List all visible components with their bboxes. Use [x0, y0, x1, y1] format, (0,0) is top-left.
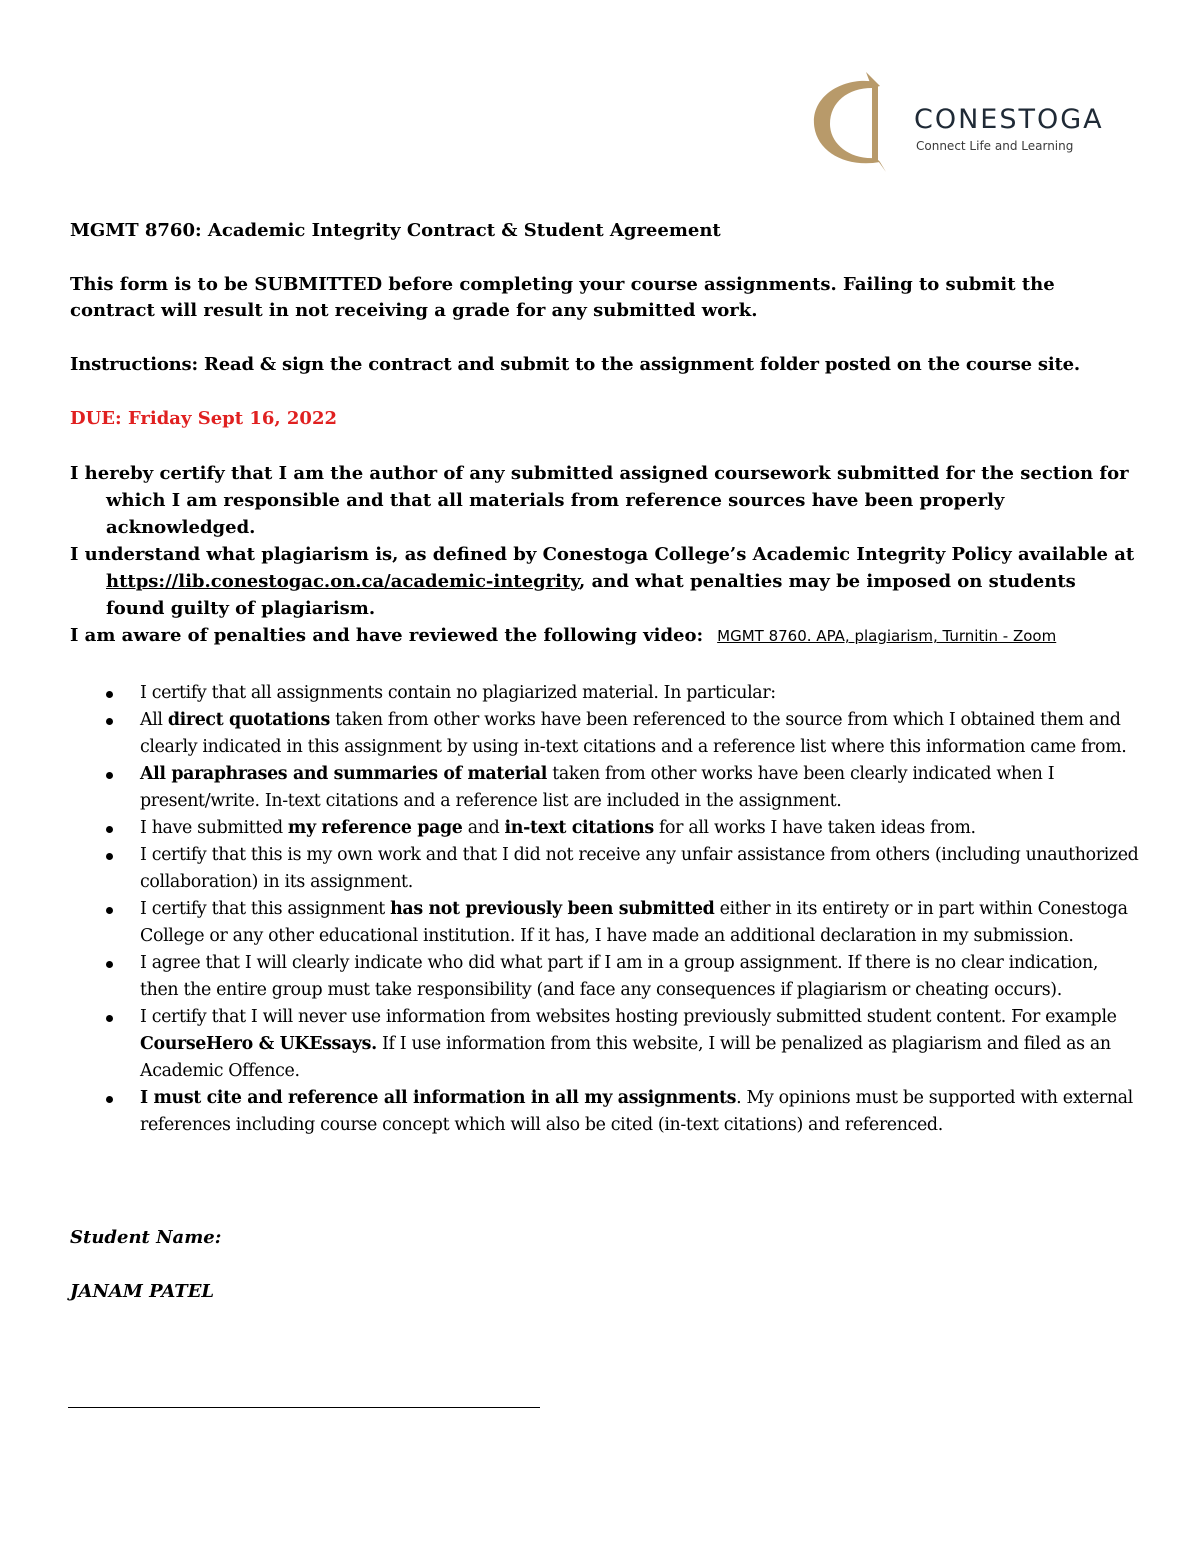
due-date: DUE: Friday Sept 16, 2022 [70, 408, 337, 429]
bullet-icon [106, 718, 113, 725]
bullet-text: If I use information from this website, I will be penalized as plagiarism and filed as an Academic Offence. [140, 1034, 1111, 1081]
list-item [70, 842, 1140, 896]
conestoga-c-mark-icon [806, 72, 896, 172]
bullet-icon [106, 907, 113, 914]
list-item [70, 1085, 1140, 1139]
certification-author: I hereby certify that I am the author of any submitted assigned coursework submitted for the section for which I am responsible and that all materials from reference sources have been properly acknowledged. [70, 463, 1129, 538]
bullet-bold-text: in-text citations [504, 818, 654, 838]
bullet-text: for all works I have taken ideas from. [653, 818, 976, 838]
bullet-text: I have submitted [140, 818, 288, 838]
bullet-text: I agree that I will clearly indicate who did what part if I am in a group assignment. If there is no clear indication, then the entire group must take responsibility (and face any consequences if plagiarism or cheating occurs). [140, 953, 1099, 1000]
bullet-text: taken from other works have been clearly indicated when I present/write. In-text citations and a reference list are included in the assignment. [140, 764, 1055, 811]
bullet-text: All [140, 710, 168, 730]
bullet-icon [106, 1096, 113, 1103]
certification-list [70, 680, 1140, 1139]
academic-integrity-link[interactable]: https://lib.conestogac.on.ca/academic-integrity [106, 571, 580, 592]
bullet-icon [106, 691, 113, 698]
list-item [70, 761, 1140, 815]
logo-tagline: Connect Life and Learning [916, 139, 1074, 153]
bullet-bold-text: my reference page [287, 818, 463, 838]
bullet-text: I certify that this is my own work and that I did not receive any unfair assistance from others (including unauthorized collaboration) in its assignment. [140, 845, 1139, 892]
bullet-icon [106, 826, 113, 833]
list-item [70, 950, 1140, 1004]
bullet-bold-text: I must cite and reference all information in all my assignments [140, 1088, 737, 1108]
cert2-text-after: , and what penalties may be imposed on students found guilty of plagiarism. [106, 571, 1076, 619]
instructions-paragraph: Instructions: Read & sign the contract and submit to the assignment folder posted on the course site. [70, 354, 1080, 375]
bullet-text: either in its entirety or in part within Conestoga College or any other educational institution. If it has, I have made an additional declaration in my submission. [140, 899, 1128, 946]
bullet-icon [106, 961, 113, 968]
video-link[interactable]: MGMT 8760. APA, plagiarism, Turnitin - Zoom [717, 627, 1057, 645]
intro-paragraph: This form is to be SUBMITTED before completing your course assignments. Failing to submit the contract will result in not receiving a grade for any submitted work. [70, 274, 1055, 321]
bullet-text: and [462, 818, 505, 838]
student-name: JANAM PATEL [70, 1281, 215, 1302]
certification-video [70, 622, 1140, 650]
signature-line [68, 1407, 540, 1408]
bullet-bold-text: CourseHero & UKEssays. [140, 1034, 377, 1054]
bullet-bold-text: direct quotations [167, 710, 330, 730]
bullet-bold-text: All paraphrases and summaries of material [140, 764, 548, 784]
document-title: MGMT 8760: Academic Integrity Contract & Student Agreement [70, 220, 721, 241]
list-item [70, 896, 1140, 950]
cert3-text: I am aware of penalties and have reviewed the following video: [70, 625, 704, 646]
list-item [70, 1004, 1140, 1085]
list-item [70, 707, 1140, 761]
bullet-icon [106, 1015, 113, 1022]
bullet-text: I certify that this assignment [140, 899, 391, 919]
bullet-text: . My opinions must be supported with external references including course concept which will also be cited (in-text citations) and referenced. [140, 1088, 1133, 1135]
list-item [70, 815, 1140, 842]
certification-plagiarism [70, 541, 1140, 622]
bullet-text: taken from other works have been referenced to the source from which I obtained them and clearly indicated in this assignment by using in-text citations and a reference list where this information came from. [140, 710, 1127, 757]
bullet-bold-text: has not previously been submitted [390, 899, 715, 919]
logo-wordmark: CONESTOGA [914, 104, 1104, 135]
document-body [70, 218, 1140, 1305]
student-name-label: Student Name: [70, 1227, 222, 1248]
bullet-icon [106, 853, 113, 860]
bullet-text: I certify that I will never use information from websites hosting previously submitted student content. For example [140, 1007, 1117, 1027]
list-item [70, 680, 1140, 707]
cert2-text-before: I understand what plagiarism is, as defined by Conestoga College’s Academic Integrity Policy available at [70, 544, 1135, 565]
bullet-icon [106, 772, 113, 779]
bullet-text: I certify that all assignments contain no plagiarized material. In particular: [140, 683, 776, 703]
conestoga-logo [806, 72, 1126, 172]
